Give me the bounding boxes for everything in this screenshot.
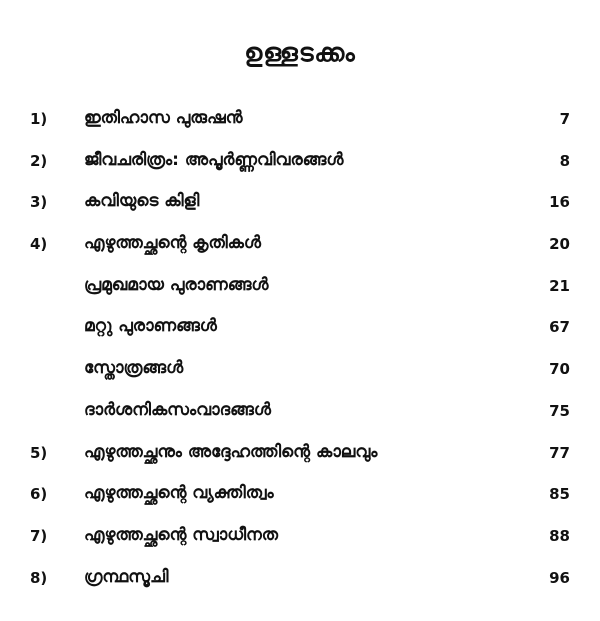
toc-subentry <box>0 267 600 309</box>
entry-title: എഴുത്തച്ഛനും അദ്ദേഹത്തിന്റെ കാലവും <box>84 441 378 462</box>
toc-subentry <box>0 392 600 434</box>
entry-number: 3) <box>30 193 48 212</box>
entry-title: എഴുത്തച്ഛന്റെ വ്യക്തിത്വം <box>84 483 274 504</box>
entry-number: 8) <box>30 568 48 587</box>
table-of-contents <box>0 100 600 600</box>
entry-title: പ്രമുഖമായ പുരാണങ്ങൾ <box>84 274 269 295</box>
toc-entry <box>0 434 600 476</box>
entry-page-number: 77 <box>549 443 570 462</box>
toc-entry <box>0 183 600 225</box>
entry-page-number: 67 <box>549 318 570 337</box>
toc-subentry <box>0 308 600 350</box>
entry-page-number: 88 <box>549 526 570 545</box>
toc-entry <box>0 225 600 267</box>
entry-number: 5) <box>30 443 48 462</box>
toc-entry <box>0 559 600 601</box>
entry-title: മറ്റു പുരാണങ്ങൾ <box>84 316 217 337</box>
entry-number: 2) <box>30 151 48 170</box>
entry-page-number: 70 <box>549 360 570 379</box>
entry-title: കവിയുടെ കിളി <box>84 191 200 212</box>
entry-page-number: 16 <box>549 193 570 212</box>
entry-page-number: 96 <box>549 568 570 587</box>
toc-entry <box>0 517 600 559</box>
entry-page-number: 85 <box>549 485 570 504</box>
entry-page-number: 75 <box>549 401 570 420</box>
entry-title: ഗ്രന്ഥസൂചി <box>84 566 169 587</box>
entry-page-number: 8 <box>559 151 570 170</box>
page-title: ഉള്ളടക്കം <box>244 38 356 67</box>
entry-title: ദാർശനികസംവാദങ്ങൾ <box>84 399 271 420</box>
toc-subentry <box>0 350 600 392</box>
entry-number: 7) <box>30 526 48 545</box>
toc-entry <box>0 100 600 142</box>
entry-title: ഇതിഹാസ പുരുഷൻ <box>84 108 243 128</box>
entry-number: 4) <box>30 235 48 254</box>
toc-entry <box>0 142 600 184</box>
entry-number: 6) <box>30 485 48 504</box>
entry-title: ജീവചരിത്രം: അപൂർണ്ണവിവരങ്ങൾ <box>84 149 344 170</box>
entry-number: 1) <box>30 110 48 128</box>
entry-title: എഴുത്തച്ഛന്റെ സ്വാധീനത <box>84 524 279 545</box>
entry-title: എഴുത്തച്ഛന്റെ കൃതികൾ <box>84 233 261 254</box>
entry-page-number: 7 <box>559 110 570 128</box>
toc-entry <box>0 475 600 517</box>
entry-title: സ്തോത്രങ്ങൾ <box>84 358 184 379</box>
entry-page-number: 20 <box>549 235 570 254</box>
entry-page-number: 21 <box>549 276 570 295</box>
